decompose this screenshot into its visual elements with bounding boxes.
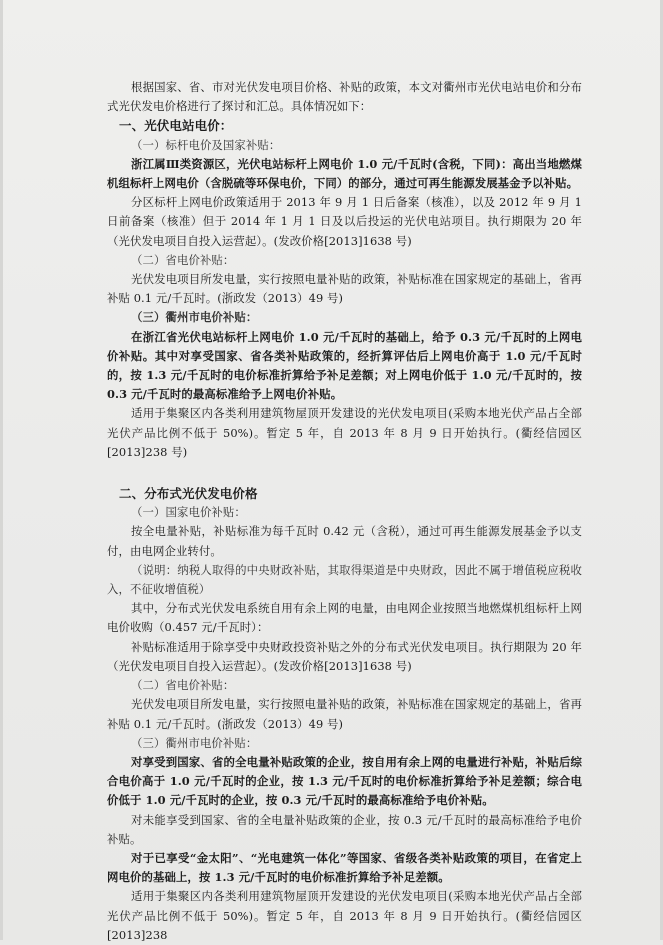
section-2-paragraph-1: 按全电量补贴，补贴标准为每千瓦时 0.42 元（含税），通过可再生能源发展基金予以支付，由电网企业转付。: [107, 524, 582, 558]
section-2-paragraph-6: 对未能享受到国家、省的全电量补贴政策的企业，按 0.3 元/千瓦时的最高标准给予电价补贴。: [107, 812, 582, 846]
section-2-subheading-2: （二）省电价补贴：: [131, 678, 235, 693]
section-2-paragraph-7: 对于已享受“金太阳”、“光电建筑一体化”等国家、省级各类补贴政策的项目，在省定上网电价的基础上，按 1.3 元/千瓦时的电价标准折算给予补足差额。: [107, 850, 582, 885]
section-1-paragraph-5: 适用于集聚区内各类利用建筑物屋顶开发建设的光伏发电项目(采购本地光伏产品占全部光伏产品比例不低于 50%)。暂定 5 年，自 2013 年 8 月 9 日开始执行。(衢经信园区[2013]238 号): [107, 406, 582, 459]
scan-left-edge: [0, 0, 3, 940]
section-2-subheading-1: （一）国家电价补贴：: [131, 505, 246, 520]
section-2-paragraph-8: 适用于集聚区内各类利用建筑物屋顶开发建设的光伏发电项目(采购本地光伏产品占全部光伏产品比例不低于 50%)。暂定 5 年，自 2013 年 8 月 9 日开始执行。(衢经信园区[2013]238: [107, 889, 582, 942]
document-body: [107, 78, 582, 945]
section-2-paragraph-3: 补贴标准适用于除享受中央财政投资补贴之外的分布式光伏发电项目。执行期限为 20 年（光伏发电项目自投入运营起）。(发改价格[2013]1638 号): [107, 639, 582, 673]
section-1-subheading-1: （一）标杆电价及国家补贴：: [131, 137, 281, 152]
section-1-paragraph-2: 分区标杆上网电价政策适用于 2013 年 9 月 1 日后备案（核准），以及 2012 年 9 月 1 日前备案（核准）但于 2014 年 1 月 1 日及以后投运的光伏电站项目。执行期限为 20 年（光伏发电项目自投入运营起）。(发改价格[2013]1638 号): [107, 195, 582, 248]
section-2-subheading-3: （三）衢州市电价补贴：: [131, 735, 258, 750]
section-1-paragraph-3: 光伏发电项目所发电量，实行按照电量补贴的政策，补贴标准在国家规定的基础上，省再补贴 0.1 元/千瓦时。(浙政发（2013）49 号): [107, 272, 582, 306]
section-1-paragraph-4: 在浙江省光伏电站标杆上网电价 1.0 元/千瓦时的基础上，给予 0.3 元/千瓦时的上网电价补贴。其中对享受国家、省各类补贴政策的，经折算评估后上网电价高于 1.0 元/千瓦时的，按 1.3 元/千瓦时的电价标准折算给予补足差额；对上网电价低于 1.0 元/千瓦时的，按 0.3 元/千瓦时的最高标准给予上网电价补贴。: [107, 329, 582, 402]
section-1-subheading-3: （三）衢州市电价补贴：: [131, 310, 258, 325]
section-2-paragraph-4: 光伏发电项目所发电量，实行按照电量补贴的政策，补贴标准在国家规定的基础上，省再补贴 0.1 元/千瓦时。(浙政发（2013）49 号): [107, 697, 582, 731]
section-1-subheading-2: （二）省电价补贴：: [131, 252, 235, 267]
section-2-paragraph-5: 对享受到国家、省的全电量补贴政策的企业，按自用有余上网的电量进行补贴，补贴后综合电价高于 1.0 元/千瓦时的企业，按 1.3 元/千瓦时的电价标准折算给予补足差额；综合电价低于 1.0 元/千瓦时的企业，按 0.3 元/千瓦时的最高标准给予电价补贴。: [107, 754, 582, 808]
section-2-heading: 二、分布式光伏发电价格: [119, 486, 258, 502]
section-2-note: （说明：纳税人取得的中央财政补贴，其取得渠道是中央财政，因此不属于增值税应税收入，不征收增值税）: [107, 562, 582, 597]
section-1-paragraph-1: 浙江属Ⅲ类资源区，光伏电站标杆上网电价 1.0 元/千瓦时(含税，下同)：高出当地燃煤机组标杆上网电价（含脱硫等环保电价，下同）的部分，通过可再生能源发展基金予以补贴。: [107, 156, 582, 191]
intro-paragraph: 根据国家、省、市对光伏发电项目价格、补贴的政策，本文对衢州市光伏电站电价和分布式光伏发电价格进行了探讨和汇总。具体情况如下：: [107, 80, 582, 114]
section-1-heading: 一、光伏电站电价：: [119, 118, 233, 134]
section-2-paragraph-2: 其中，分布式光伏发电系统自用有余上网的电量，由电网企业按照当地燃煤机组标杆上网电价收购（0.457 元/千瓦时）：: [107, 601, 582, 635]
